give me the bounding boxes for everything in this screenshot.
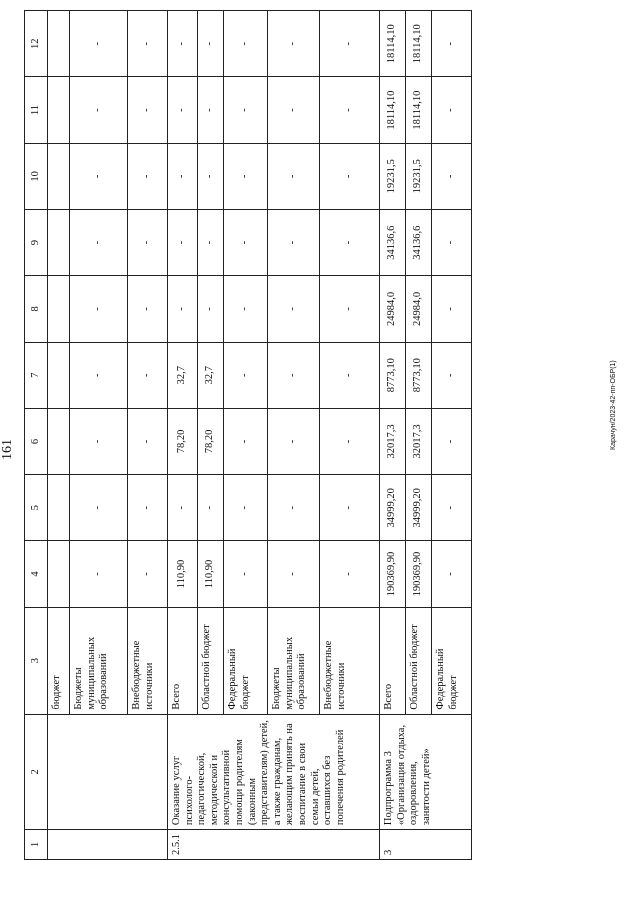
- item-code: 3: [380, 830, 472, 860]
- amount-cell: -: [224, 11, 268, 77]
- funding-source: Бюджеты муниципальных образований: [70, 607, 128, 714]
- amount-cell: -: [320, 209, 380, 275]
- amount-cell: 18114,10: [406, 77, 432, 143]
- funding-source: Бюджеты муниципальных образований: [268, 607, 320, 714]
- amount-cell: -: [224, 342, 268, 408]
- funding-source: Федеральный бюджет: [432, 607, 472, 714]
- table-row: [48, 11, 70, 860]
- amount-cell: 110,90: [198, 541, 224, 607]
- funding-source: Федеральный бюджет: [224, 607, 268, 714]
- table-row: [380, 11, 406, 860]
- amount-cell: [48, 475, 70, 541]
- table-row: [168, 11, 198, 860]
- amount-cell: -: [128, 342, 168, 408]
- amount-cell: -: [168, 143, 198, 209]
- amount-cell: -: [432, 11, 472, 77]
- amount-cell: -: [432, 541, 472, 607]
- amount-cell: -: [224, 541, 268, 607]
- amount-cell: -: [168, 276, 198, 342]
- amount-cell: -: [128, 143, 168, 209]
- amount-cell: 190369,90: [380, 541, 406, 607]
- item-name: Подпрограмма 3 «Организация отдыха, оздоровления, занятости детей»: [380, 714, 472, 829]
- table-body: [48, 11, 472, 860]
- amount-cell: 34999,20: [406, 475, 432, 541]
- amount-cell: -: [70, 541, 128, 607]
- amount-cell: -: [320, 408, 380, 474]
- funding-source: бюджет: [48, 607, 70, 714]
- amount-cell: -: [320, 77, 380, 143]
- amount-cell: -: [320, 342, 380, 408]
- amount-cell: -: [128, 209, 168, 275]
- amount-cell: [48, 408, 70, 474]
- amount-cell: -: [268, 342, 320, 408]
- amount-cell: -: [432, 77, 472, 143]
- amount-cell: 32,7: [168, 342, 198, 408]
- amount-cell: -: [70, 11, 128, 77]
- amount-cell: [48, 342, 70, 408]
- amount-cell: -: [168, 209, 198, 275]
- amount-cell: [48, 276, 70, 342]
- amount-cell: -: [224, 408, 268, 474]
- amount-cell: -: [320, 276, 380, 342]
- funding-source: Внебюджетные источники: [128, 607, 168, 714]
- amount-cell: -: [70, 475, 128, 541]
- amount-cell: -: [70, 408, 128, 474]
- column-header: 4: [25, 541, 48, 607]
- amount-cell: -: [224, 77, 268, 143]
- amount-cell: -: [320, 475, 380, 541]
- column-header: 6: [25, 408, 48, 474]
- amount-cell: -: [198, 77, 224, 143]
- amount-cell: -: [70, 276, 128, 342]
- amount-cell: -: [128, 408, 168, 474]
- amount-cell: -: [320, 11, 380, 77]
- column-header: 11: [25, 77, 48, 143]
- amount-cell: -: [70, 77, 128, 143]
- amount-cell: -: [198, 475, 224, 541]
- amount-cell: -: [432, 342, 472, 408]
- amount-cell: -: [224, 276, 268, 342]
- amount-cell: 24984,0: [380, 276, 406, 342]
- amount-cell: [48, 11, 70, 77]
- amount-cell: 78,20: [168, 408, 198, 474]
- amount-cell: -: [198, 209, 224, 275]
- amount-cell: 190369,90: [406, 541, 432, 607]
- column-header: 5: [25, 475, 48, 541]
- document-code: Карачун/2023-42-пп-ОБР(1): [610, 360, 617, 450]
- column-header: 3: [25, 607, 48, 714]
- page-number: 161: [0, 439, 15, 460]
- amount-cell: [48, 77, 70, 143]
- amount-cell: [48, 209, 70, 275]
- funding-source: Всего: [168, 607, 198, 714]
- amount-cell: 110,90: [168, 541, 198, 607]
- amount-cell: 8773,10: [380, 342, 406, 408]
- column-header: 2: [25, 714, 48, 829]
- column-header: 1: [25, 830, 48, 860]
- amount-cell: -: [70, 209, 128, 275]
- amount-cell: -: [128, 11, 168, 77]
- column-header: 8: [25, 276, 48, 342]
- amount-cell: -: [224, 209, 268, 275]
- item-name: Оказание услуг психолого-педагогической, методической и консультативной помощи родителям (законным представителям) детей, а также гражданам, желающим принять на воспитание в свои семьи детей, оставшихся без попечения родителей: [168, 714, 380, 829]
- amount-cell: -: [128, 541, 168, 607]
- amount-cell: 18114,10: [380, 11, 406, 77]
- amount-cell: -: [70, 342, 128, 408]
- amount-cell: -: [432, 143, 472, 209]
- budget-table: [24, 10, 472, 860]
- amount-cell: -: [168, 475, 198, 541]
- item-code: 2.5.1: [168, 830, 380, 860]
- amount-cell: -: [198, 276, 224, 342]
- funding-source: Областной бюджет: [406, 607, 432, 714]
- amount-cell: -: [168, 11, 198, 77]
- amount-cell: -: [432, 276, 472, 342]
- column-header: 7: [25, 342, 48, 408]
- amount-cell: -: [268, 408, 320, 474]
- amount-cell: 19231,5: [406, 143, 432, 209]
- amount-cell: -: [168, 77, 198, 143]
- funding-source: Областной бюджет: [198, 607, 224, 714]
- rotated-page: [0, 10, 617, 880]
- amount-cell: -: [320, 143, 380, 209]
- amount-cell: -: [268, 11, 320, 77]
- amount-cell: 34136,6: [380, 209, 406, 275]
- amount-cell: -: [224, 143, 268, 209]
- funding-source: Всего: [380, 607, 406, 714]
- amount-cell: 18114,10: [406, 11, 432, 77]
- funding-source: Внебюджетные источники: [320, 607, 380, 714]
- amount-cell: -: [268, 276, 320, 342]
- amount-cell: 32,7: [198, 342, 224, 408]
- column-header: 10: [25, 143, 48, 209]
- amount-cell: 32017,3: [380, 408, 406, 474]
- amount-cell: 18114,10: [380, 77, 406, 143]
- amount-cell: -: [70, 143, 128, 209]
- amount-cell: -: [198, 143, 224, 209]
- item-name: [48, 714, 168, 829]
- amount-cell: -: [432, 408, 472, 474]
- amount-cell: 19231,5: [380, 143, 406, 209]
- column-header: 12: [25, 11, 48, 77]
- amount-cell: -: [128, 77, 168, 143]
- amount-cell: 8773,10: [406, 342, 432, 408]
- amount-cell: -: [432, 475, 472, 541]
- column-header: 9: [25, 209, 48, 275]
- amount-cell: [48, 143, 70, 209]
- amount-cell: -: [128, 276, 168, 342]
- amount-cell: 34999,20: [380, 475, 406, 541]
- amount-cell: -: [320, 541, 380, 607]
- amount-cell: -: [432, 209, 472, 275]
- amount-cell: -: [268, 209, 320, 275]
- amount-cell: -: [268, 77, 320, 143]
- amount-cell: -: [268, 143, 320, 209]
- amount-cell: 78,20: [198, 408, 224, 474]
- item-code: [48, 830, 168, 860]
- header-row: [25, 11, 48, 860]
- amount-cell: -: [224, 475, 268, 541]
- amount-cell: -: [198, 11, 224, 77]
- amount-cell: 32017,3: [406, 408, 432, 474]
- amount-cell: -: [128, 475, 168, 541]
- amount-cell: -: [268, 541, 320, 607]
- amount-cell: -: [268, 475, 320, 541]
- amount-cell: 24984,0: [406, 276, 432, 342]
- amount-cell: 34136,6: [406, 209, 432, 275]
- amount-cell: [48, 541, 70, 607]
